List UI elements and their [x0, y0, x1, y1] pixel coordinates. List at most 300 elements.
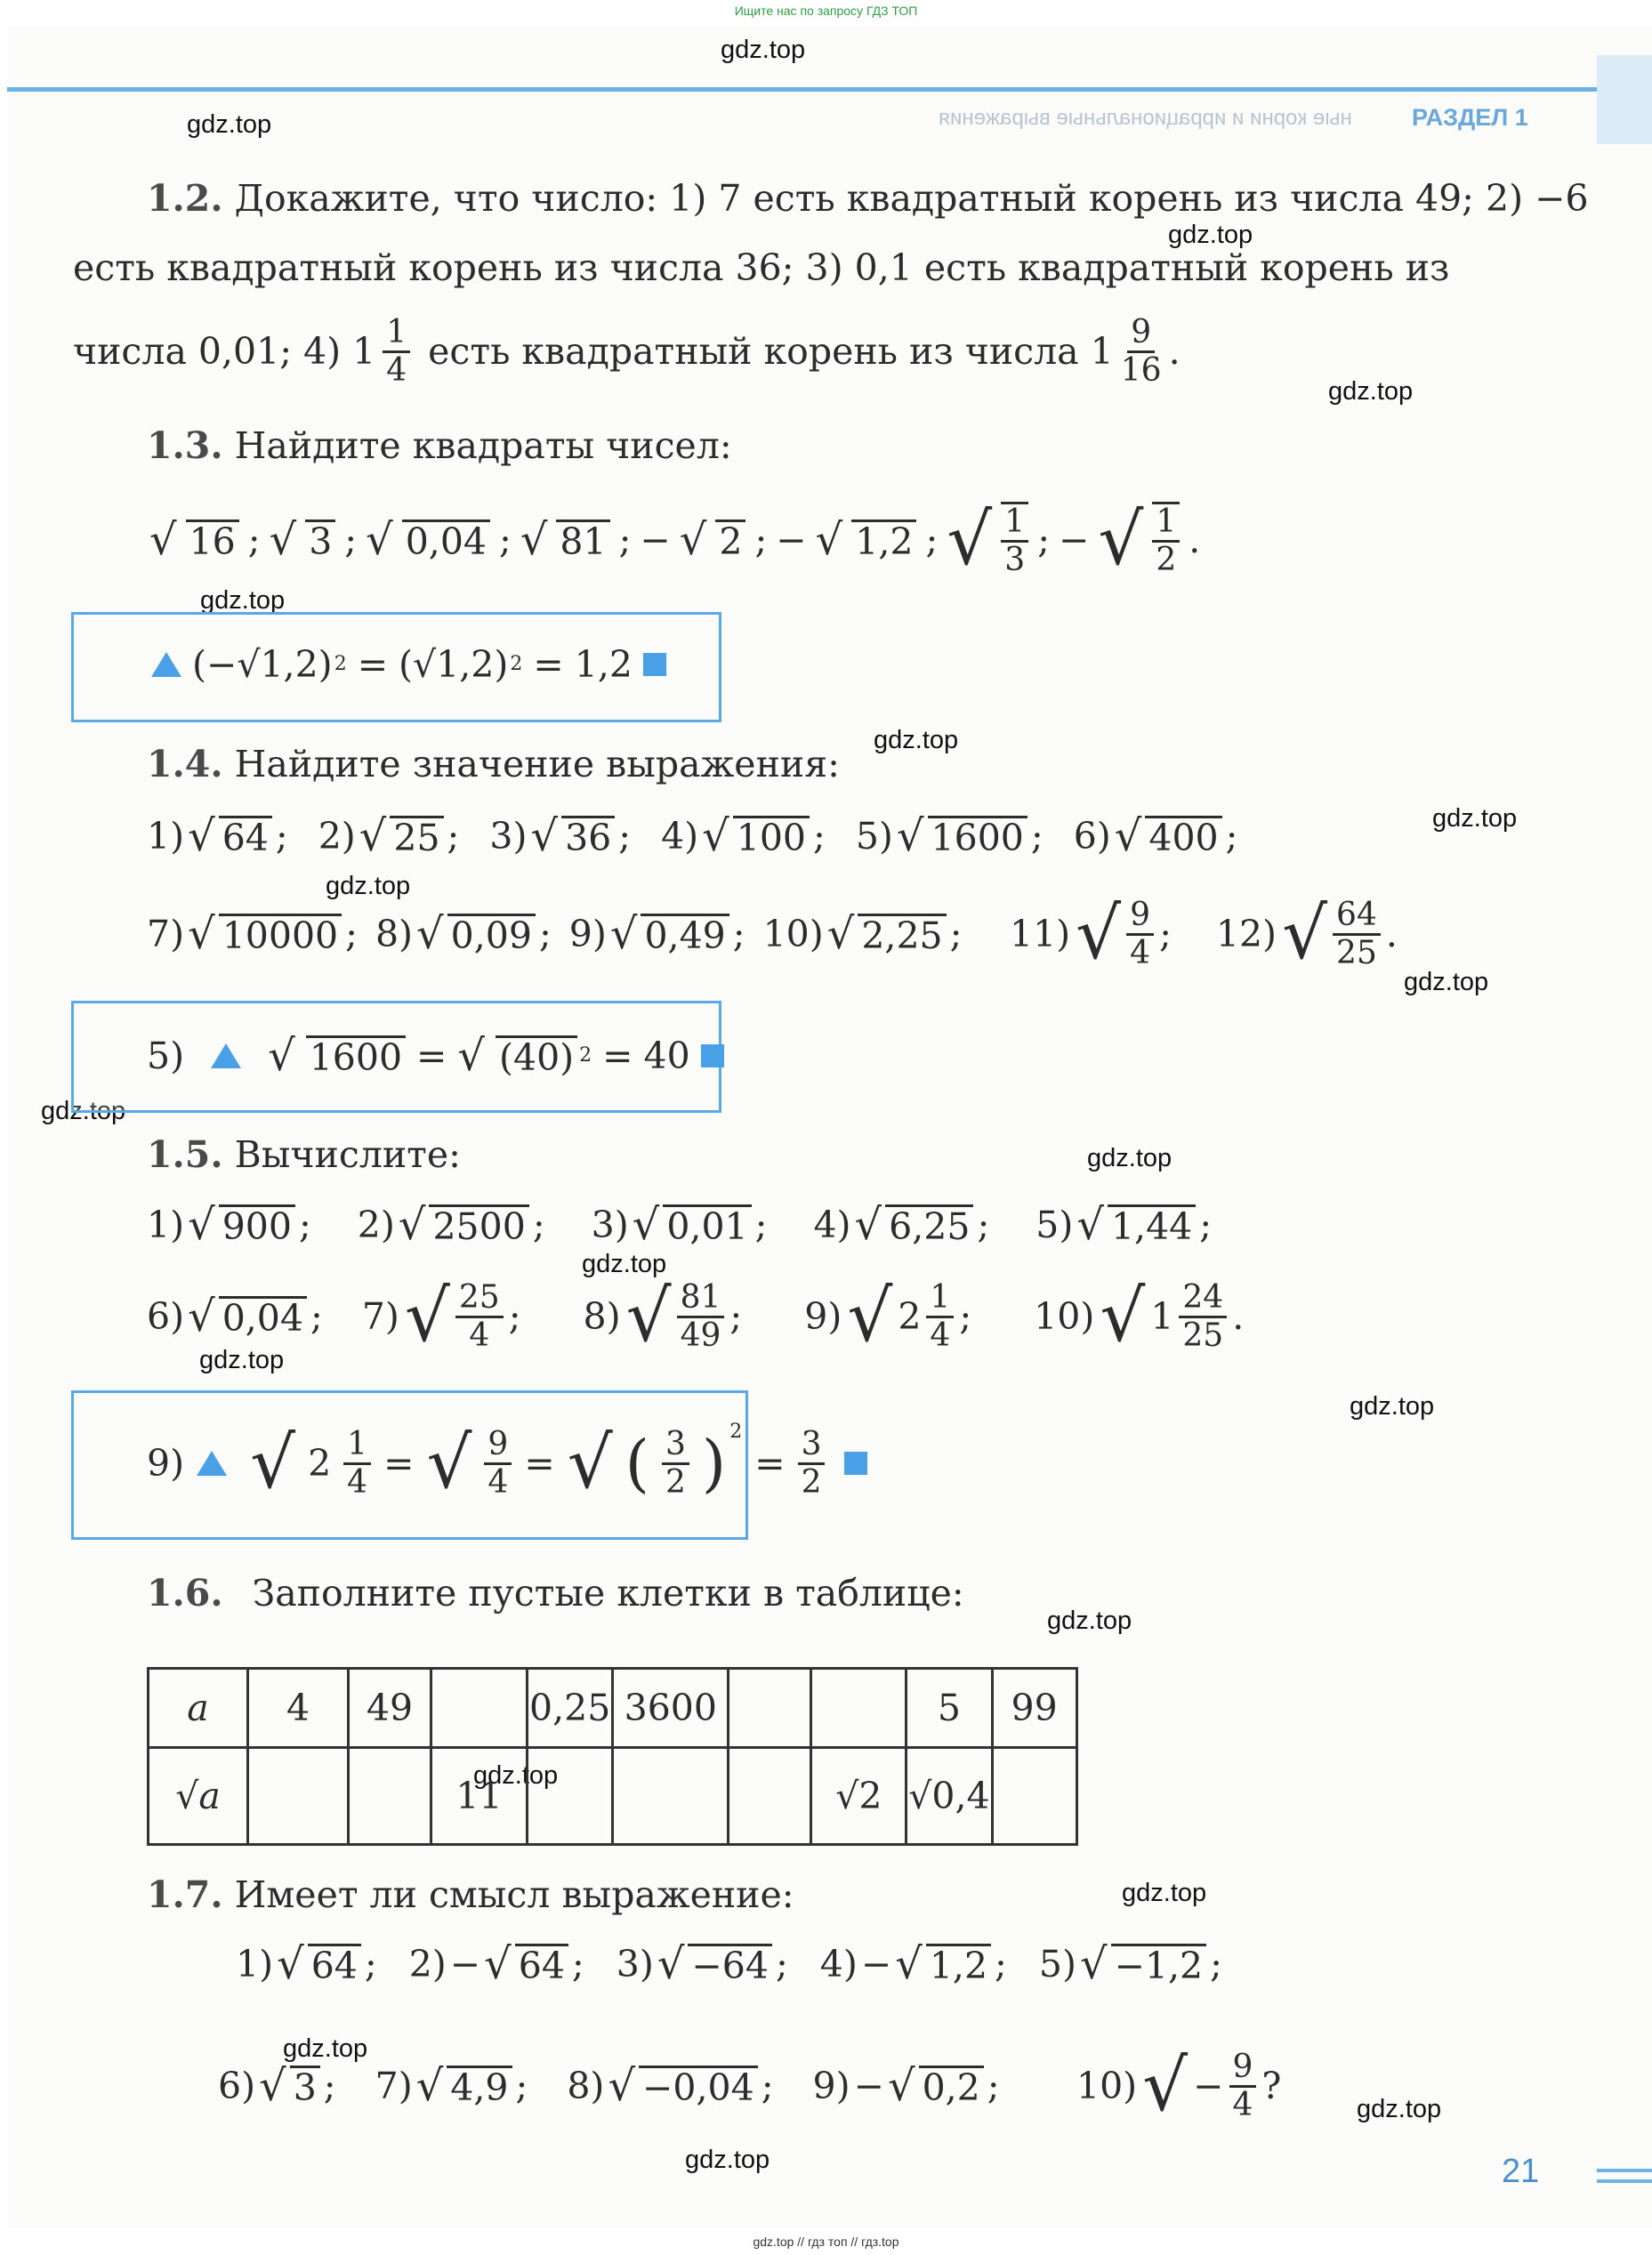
bottom-footer[interactable]: gdz.top // гдз топ // гдз.top — [753, 2235, 899, 2249]
radicand: 1600 — [306, 1035, 406, 1077]
exercise-number: 1.4. — [147, 743, 223, 785]
radical-sign: √ — [1076, 1200, 1104, 1250]
exercise-title: Заполните пустые клетки в таблице: — [252, 1572, 964, 1615]
minus-sign: − — [860, 1943, 892, 1985]
header-rule — [7, 87, 1652, 92]
radical-sign: √ — [567, 1421, 613, 1504]
exercise-number: 1.6. — [147, 1572, 223, 1615]
watermark: gdz.top — [1328, 377, 1414, 406]
radical-sign: √ — [259, 2061, 286, 2111]
item — [762, 909, 963, 959]
table-cell: √a — [149, 1748, 248, 1845]
table-cell — [248, 1748, 349, 1845]
exercise-text: Докажите, что число: 1) 7 есть квадратный корень из числа 49; 2) −6 — [234, 177, 1589, 220]
page-number-rule — [1597, 2179, 1652, 2183]
exponent: 2 — [510, 653, 523, 675]
equals: = — [754, 1442, 786, 1485]
item — [147, 1200, 311, 1250]
radical-sign: √ — [149, 515, 177, 565]
table-row — [149, 1669, 1077, 1748]
item — [591, 1200, 768, 1250]
item — [375, 2061, 528, 2111]
exercise-1-5-row1 — [147, 1200, 1213, 1250]
exercise-1-7-row2 — [218, 2061, 1000, 2111]
radicand: 64 — [308, 1944, 361, 1985]
watermark: gdz.top — [1047, 1607, 1132, 1635]
table-cell — [729, 1748, 811, 1845]
exercise-1-2-line1 — [147, 176, 1589, 221]
item — [489, 811, 632, 861]
fraction — [1333, 898, 1381, 971]
denominator: 4 — [488, 1463, 509, 1501]
radical-sign: √ — [269, 515, 297, 565]
numerator: 1 — [926, 1280, 954, 1318]
radicand: 1,44 — [1108, 1204, 1196, 1246]
exercise-number: 1.3. — [147, 424, 223, 467]
item — [218, 2061, 336, 2111]
radical-sign: √ — [702, 811, 729, 861]
numerator: 3 — [798, 1427, 826, 1465]
radical-sign: √ — [188, 1292, 215, 1341]
top-banner[interactable]: Ищите нас по запросу ГДЗ ТОП — [734, 4, 918, 18]
exponent: 2 — [579, 1044, 592, 1067]
item-label: 5) — [1036, 1204, 1074, 1246]
item-label: 5) — [1038, 1943, 1076, 1985]
item — [1010, 892, 1172, 975]
exercise-1-5-row2 — [147, 1268, 1244, 1365]
radical-sign: √ — [484, 1939, 512, 1989]
solution-1-4 — [147, 1025, 724, 1087]
denominator: 4 — [1130, 934, 1151, 971]
separator: ; — [761, 2065, 774, 2107]
denominator: 2 — [801, 1463, 822, 1501]
table-cell: 11 — [431, 1748, 528, 1845]
radicand: 0,01 — [663, 1204, 751, 1246]
watermark: gdz.top — [187, 110, 272, 139]
exercise-1-7-title — [147, 1872, 794, 1917]
radical-sign: √ — [609, 909, 638, 959]
radical-sign: √ — [1079, 1939, 1108, 1989]
triangle-start-icon — [211, 1043, 241, 1068]
item-label: 10) — [1076, 2065, 1138, 2107]
table-cell — [528, 1748, 613, 1845]
question-mark: ? — [1261, 2065, 1282, 2107]
radical-sign: √ — [608, 2061, 636, 2111]
item-label: 7) — [375, 2065, 413, 2107]
radicand: (40) — [496, 1035, 577, 1077]
whole-part: 2 — [308, 1442, 332, 1485]
expression: (−√1,2) — [192, 643, 333, 686]
separator: ; — [813, 815, 826, 858]
section-label: РАЗДЕЛ 1 — [1412, 104, 1528, 131]
separator: ; — [298, 1204, 311, 1246]
item — [318, 811, 460, 861]
separator: ; — [538, 913, 552, 955]
separator: ; — [571, 1943, 584, 1985]
exercise-number: 1.5. — [147, 1133, 223, 1176]
paren-close: ) — [701, 1427, 727, 1500]
numerator: 9 — [1229, 2050, 1257, 2088]
fraction — [1126, 898, 1154, 971]
radical-sign: √ — [457, 1031, 485, 1081]
item — [855, 811, 1044, 861]
numerator: 1 — [1152, 504, 1180, 543]
denominator: 4 — [469, 1317, 490, 1354]
item-label: 3) — [591, 1204, 629, 1246]
result: 1,2 — [574, 643, 633, 686]
radical-sign: √ — [398, 1200, 426, 1250]
denominator: 3 — [1004, 542, 1026, 578]
equals: = — [383, 1442, 415, 1485]
item-label: 4) — [819, 1943, 858, 1985]
numerator: 9 — [484, 1427, 512, 1465]
table-cell — [992, 1748, 1076, 1845]
radical-sign: √ — [530, 811, 559, 861]
square-end-icon — [844, 1452, 867, 1475]
fraction — [1152, 502, 1180, 578]
fraction — [798, 1427, 826, 1501]
separator: ; — [618, 519, 632, 561]
fraction — [677, 1280, 725, 1354]
watermark: gdz.top — [1168, 221, 1253, 249]
item-label: 9) — [804, 1295, 842, 1338]
numerator: 9 — [1127, 315, 1155, 353]
table-cell: 99 — [992, 1669, 1076, 1748]
exponent: 2 — [334, 653, 347, 675]
result: 40 — [643, 1035, 690, 1077]
radical-sign: √ — [250, 1421, 296, 1504]
solution-1-3 — [151, 633, 666, 696]
item — [1073, 811, 1238, 861]
separator: ; — [1210, 1943, 1222, 1985]
numerator: 9 — [1126, 898, 1154, 936]
radical-sign: √ — [826, 909, 855, 959]
minus-sign: − — [1193, 2065, 1224, 2107]
exercise-title: Вычислите: — [234, 1133, 461, 1176]
fraction — [662, 1427, 689, 1501]
numerator: 25 — [455, 1280, 504, 1318]
watermark: gdz.top — [1404, 968, 1489, 996]
separator: ; — [323, 2065, 336, 2107]
item-label: 2) — [318, 815, 356, 858]
radical-sign: √ — [887, 2061, 915, 2111]
separator: ; — [515, 2065, 528, 2107]
exercise-1-4-row1 — [147, 811, 1238, 861]
radicand: −64 — [688, 1944, 772, 1985]
item — [147, 811, 288, 861]
numerator: 1 — [343, 1427, 371, 1465]
radical-sign: √ — [679, 515, 707, 565]
table-row — [149, 1748, 1077, 1845]
item-label: 1) — [147, 1204, 185, 1246]
denominator: 16 — [1120, 351, 1162, 389]
separator: ; — [1159, 913, 1172, 955]
radicand: 0,49 — [641, 914, 729, 955]
denominator: 49 — [680, 1317, 721, 1354]
section-tab — [1597, 55, 1652, 144]
denominator: 4 — [347, 1463, 368, 1501]
item — [568, 909, 745, 959]
separator: ; — [959, 1295, 972, 1338]
separator: ; — [977, 1204, 990, 1246]
exercise-1-4-title — [147, 742, 840, 786]
watermark: gdz.top — [1350, 1392, 1435, 1421]
separator: ; — [949, 913, 963, 955]
radical-sign: √ — [847, 1275, 893, 1357]
item-label: 7) — [147, 913, 185, 955]
separator: ; — [1225, 815, 1238, 858]
exercise-1-2-line2: есть квадратный корень из числа 36; 3) 0,1 есть квадратный корень из — [73, 246, 1450, 289]
square-end-icon — [643, 653, 666, 676]
watermark: gdz.top — [326, 872, 411, 900]
exercise-1-6-title — [147, 1571, 964, 1615]
separator: ; — [1037, 519, 1051, 561]
exercise-number: 1.2. — [147, 177, 223, 220]
item-label: 2) — [408, 1943, 447, 1985]
item-label: 2) — [357, 1204, 395, 1246]
exercise-title: Найдите квадраты чисел: — [234, 424, 732, 467]
equals: = — [602, 1035, 633, 1077]
item-label: 8) — [567, 2065, 605, 2107]
whole-part: 2 — [898, 1295, 922, 1338]
item-label: 5) — [147, 1035, 185, 1077]
item-label: 3) — [616, 1943, 654, 1985]
separator: . — [1385, 913, 1398, 955]
exercise-1-7-row1 — [236, 1939, 1222, 1989]
whole-part: 1 — [1150, 1295, 1174, 1338]
radicand: 400 — [1145, 816, 1221, 858]
separator: ; — [344, 519, 358, 561]
numerator: 1 — [1001, 504, 1028, 543]
radicand: 1,2 — [926, 1944, 991, 1985]
radicand: 0,04 — [402, 519, 490, 561]
mixed-fraction — [1121, 315, 1162, 389]
item-label: 6) — [1073, 815, 1111, 858]
table-cell: √2 — [811, 1748, 907, 1845]
radical-sign: √ — [277, 1939, 304, 1989]
table-cell: a — [149, 1669, 248, 1748]
item-label: 10) — [762, 913, 824, 955]
equals: = — [357, 643, 389, 686]
table-cell: 4 — [248, 1669, 349, 1748]
radicand: −0,04 — [639, 2066, 758, 2107]
separator: . — [1189, 519, 1201, 561]
exercise-1-5-title — [147, 1132, 461, 1177]
radicand: 0,2 — [919, 2066, 984, 2107]
table-cell — [431, 1669, 528, 1748]
separator: ; — [732, 913, 745, 955]
item-label: 6) — [147, 1295, 185, 1338]
radical-sign: √ — [895, 1939, 923, 1989]
numerator: 3 — [662, 1427, 689, 1465]
radicand: −1,2 — [1111, 1944, 1207, 1985]
triangle-start-icon — [197, 1451, 227, 1476]
watermark: gdz.top — [1122, 1879, 1207, 1907]
radicand: 900 — [219, 1204, 295, 1246]
item — [616, 1939, 788, 1989]
radical-sign: √ — [632, 1200, 660, 1250]
separator: ; — [247, 519, 261, 561]
exercise-title: Найдите значение выражения: — [234, 743, 840, 785]
equals: = — [416, 1035, 447, 1077]
item-label: 10) — [1034, 1295, 1095, 1338]
watermark: gdz.top — [685, 2146, 770, 2174]
fraction — [343, 1427, 371, 1501]
item-label: 9) — [812, 2065, 850, 2107]
radicand: 81 — [556, 519, 609, 561]
table-cell: 5 — [907, 1669, 992, 1748]
minus-sign: − — [1059, 519, 1090, 561]
table-cell — [811, 1669, 907, 1748]
radicand: 1,2 — [851, 519, 916, 561]
item-label: 1) — [147, 815, 185, 858]
watermark: gdz.top — [582, 1250, 667, 1278]
item — [812, 2061, 1000, 2111]
item — [375, 909, 552, 959]
exponent: 2 — [729, 1421, 743, 1443]
radical-sign: √ — [947, 498, 993, 581]
numerator: 64 — [1333, 898, 1381, 936]
separator: ; — [995, 1943, 1007, 1985]
item — [408, 1939, 584, 1989]
radical-sign: √ — [426, 1421, 472, 1504]
radical-sign: √ — [359, 811, 387, 861]
table-cell — [729, 1669, 811, 1748]
radicand: 2 — [715, 519, 745, 561]
exercise-number: 1.7. — [147, 1873, 223, 1916]
exercise-1-3-title — [147, 423, 732, 468]
item-label: 4) — [813, 1204, 851, 1246]
exercise-1-3-items — [149, 491, 1200, 589]
radicand: 4,9 — [447, 2066, 512, 2107]
radicand: 100 — [733, 816, 810, 858]
radical-sign: √ — [1142, 2044, 1189, 2127]
radicand: 0,04 — [219, 1296, 307, 1338]
radicand: 25 — [390, 816, 443, 858]
watermark: gdz.top — [721, 36, 806, 64]
radical-sign: √ — [1282, 892, 1328, 975]
separator: ; — [310, 1295, 323, 1338]
table-cell: √0,4 — [907, 1748, 992, 1845]
radical-sign: √ — [366, 515, 393, 565]
item-label: 8) — [583, 1295, 621, 1338]
separator: ; — [532, 1204, 545, 1246]
radical-sign: √ — [188, 1200, 215, 1250]
radical-sign: √ — [854, 1200, 882, 1250]
watermark: gdz.top — [41, 1097, 126, 1125]
exercise-1-4-row2 — [147, 909, 963, 959]
radical-sign: √ — [1098, 498, 1144, 581]
fraction-items — [361, 1275, 1245, 1357]
fraction — [1229, 2050, 1257, 2123]
denominator: 25 — [1336, 934, 1377, 971]
radical-sign: √ — [188, 811, 215, 861]
radicand: 36 — [561, 816, 615, 858]
radical-sign: √ — [1100, 1275, 1146, 1357]
denominator: 4 — [1232, 2086, 1253, 2123]
item — [147, 909, 358, 959]
radicand: 16 — [186, 519, 239, 561]
radical-sign: √ — [404, 1275, 450, 1357]
radical-sign: √ — [416, 909, 444, 959]
radicand: 64 — [515, 1944, 568, 1985]
separator: ; — [345, 913, 358, 955]
exercise-title: Имеет ли смысл выражение: — [234, 1873, 794, 1916]
watermark: gdz.top — [199, 1346, 285, 1374]
fill-table — [147, 1667, 1078, 1846]
paren-open: ( — [625, 1427, 649, 1500]
exercise-text: числа 0,01; 4) 1 — [73, 330, 376, 373]
exercise-text: есть квадратный корень из числа 1 — [428, 330, 1114, 373]
table-cell: 0,25 — [528, 1669, 613, 1748]
item — [361, 1275, 521, 1357]
separator: ; — [364, 1943, 377, 1985]
item — [236, 1939, 377, 1989]
watermark: gdz.top — [283, 2034, 368, 2063]
denominator: 2 — [1156, 542, 1177, 578]
watermark: gdz.top — [200, 586, 286, 615]
expression: (√1,2) — [399, 643, 509, 686]
separator: ; — [754, 1204, 768, 1246]
separator: ; — [618, 815, 632, 858]
item-label: 1) — [236, 1943, 274, 1985]
radical-sign: √ — [1114, 811, 1142, 861]
radicand: 3 — [290, 2066, 320, 2107]
radicand: 1600 — [928, 816, 1027, 858]
minus-sign: − — [853, 2065, 884, 2107]
separator: ; — [754, 519, 768, 561]
watermark: gdz.top — [1087, 1144, 1173, 1172]
item-label: 6) — [218, 2065, 256, 2107]
page-number: 21 — [1502, 2153, 1540, 2190]
separator: ; — [987, 2065, 1000, 2107]
denominator: 4 — [930, 1317, 951, 1354]
item — [819, 1939, 1007, 1989]
radical-sign: √ — [815, 515, 843, 565]
item — [1038, 1939, 1222, 1989]
item-label: 3) — [489, 815, 528, 858]
triangle-start-icon — [151, 652, 181, 677]
denominator: 25 — [1182, 1317, 1224, 1354]
item-label: 5) — [855, 815, 893, 858]
radicand: 10000 — [219, 914, 342, 955]
minus-sign: − — [640, 519, 671, 561]
fraction — [1001, 502, 1028, 578]
equals: = — [524, 1442, 555, 1485]
denominator: 4 — [386, 351, 407, 389]
item-label: 4) — [661, 815, 699, 858]
separator: ; — [775, 1943, 788, 1985]
item — [357, 1200, 545, 1250]
separator: . — [1232, 1295, 1245, 1338]
period: . — [1168, 330, 1181, 373]
item — [583, 1275, 743, 1357]
radical-sign: √ — [415, 2061, 444, 2111]
radical-sign: √ — [657, 1939, 685, 1989]
radicand: 64 — [219, 816, 272, 858]
separator: ; — [275, 815, 288, 858]
fraction — [455, 1280, 504, 1354]
item — [1034, 1275, 1245, 1357]
radicand: 0,09 — [447, 914, 536, 955]
watermark: gdz.top — [874, 726, 959, 754]
page-number-rule — [1597, 2169, 1652, 2172]
equals: = — [533, 643, 564, 686]
separator: ; — [508, 1295, 521, 1338]
solution-1-5 — [147, 1410, 867, 1517]
item — [813, 1200, 990, 1250]
separator: ; — [729, 1295, 743, 1338]
